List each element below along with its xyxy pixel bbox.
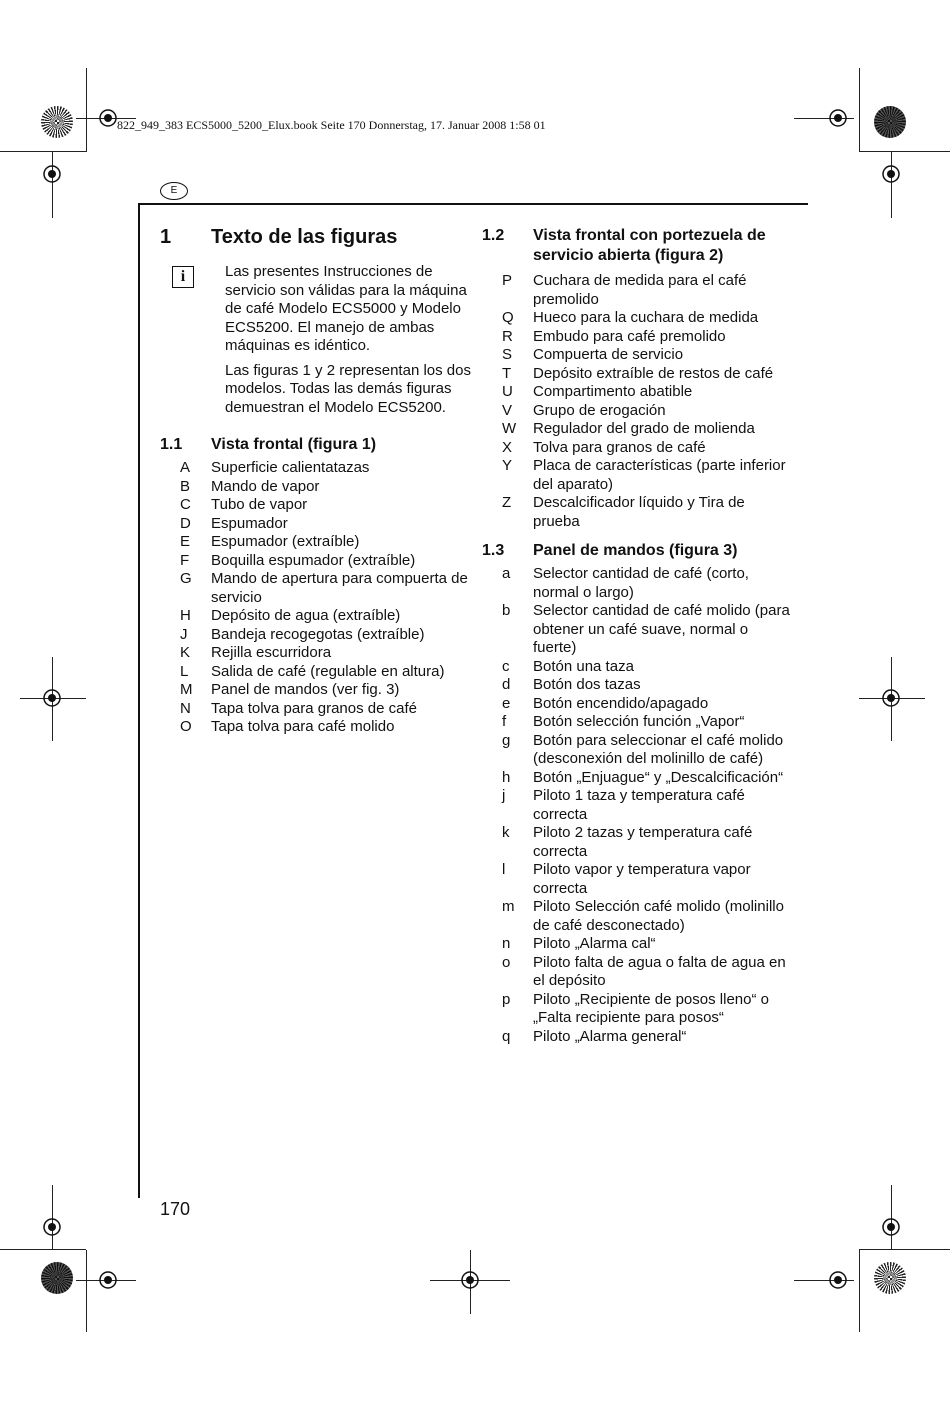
list-item: [482, 732, 792, 769]
item-text: Selector cantidad de café (corto, normal o largo): [533, 565, 749, 601]
list-item: [482, 346, 792, 365]
item-text: Piloto „Alarma cal“: [533, 935, 656, 952]
item-key: W: [502, 420, 517, 437]
item-text: Selector cantidad de café molido (para obtener un café suave, normal o fuerte): [533, 602, 790, 656]
item-key: D: [180, 514, 191, 532]
item-key: A: [180, 459, 191, 476]
item-key: b: [502, 602, 511, 619]
section-title: Vista frontal (figura 1): [211, 436, 377, 453]
section-title: Panel de mandos (figura 3): [533, 542, 738, 559]
registration-mark-icon: [41, 163, 63, 185]
item-key: L: [180, 662, 189, 680]
color-bar-burst-icon: [874, 106, 906, 138]
registration-mark-icon: [827, 1269, 849, 1291]
left-column: [160, 226, 472, 737]
list-item: [160, 552, 472, 571]
section-title: Texto de las figuras: [211, 226, 398, 248]
item-key: T: [502, 364, 512, 382]
item-key: h: [502, 768, 511, 786]
item-text: Regulador del grado de molienda: [533, 420, 755, 437]
section-1-2-heading: [482, 226, 792, 266]
item-text: Botón dos tazas: [533, 676, 641, 693]
intro-paragraph: Las presentes Instrucciones de servicio son válidas para la máquina de café Modelo ECS5000 y Modelo ECS5200. El manejo de ambas máquinas es idéntico.: [225, 263, 467, 354]
item-key: J: [180, 625, 188, 643]
list-item: [482, 494, 792, 531]
item-text: Piloto 2 tazas y temperatura café correcta: [533, 824, 753, 860]
item-key: X: [502, 438, 513, 456]
item-key: R: [502, 327, 513, 345]
registration-mark-icon: [97, 107, 119, 129]
item-key: M: [180, 681, 193, 698]
list-item: [482, 309, 792, 328]
item-text: Tubo de vapor: [211, 496, 308, 513]
list-item: [482, 954, 792, 991]
parts-list-figure-3: [482, 565, 792, 1046]
section-number: 1: [160, 226, 172, 248]
section-1-1-heading: [160, 435, 472, 455]
list-item: [482, 1028, 792, 1047]
list-item: [160, 626, 472, 645]
item-key: K: [180, 644, 191, 661]
color-bar-burst-icon: [41, 1262, 73, 1294]
item-key: V: [502, 401, 513, 419]
item-key: G: [180, 570, 192, 587]
item-key: e: [502, 694, 511, 712]
list-item: [482, 991, 792, 1028]
item-text: Grupo de erogación: [533, 401, 666, 419]
item-key: a: [502, 565, 511, 582]
list-item: [160, 644, 472, 663]
item-key: C: [180, 496, 191, 513]
item-key: S: [502, 346, 513, 363]
item-key: P: [502, 272, 513, 289]
list-item: [160, 478, 472, 497]
list-item: [160, 718, 472, 737]
section-number: 1.3: [482, 542, 505, 559]
registration-mark-icon: [97, 1269, 119, 1291]
item-text: Salida de café (regulable en altura): [211, 662, 445, 680]
item-text: Embudo para café premolido: [533, 327, 726, 345]
item-key: k: [502, 824, 510, 841]
list-item: [160, 663, 472, 682]
list-item: [160, 700, 472, 719]
item-text: Mando de vapor: [211, 477, 320, 495]
item-text: Depósito de agua (extraíble): [211, 607, 401, 624]
item-text: Superficie calientatazas: [211, 459, 370, 476]
item-key: n: [502, 935, 511, 952]
list-item: [482, 328, 792, 347]
section-number: 1.1: [160, 436, 183, 453]
registration-mark-icon: [41, 1216, 63, 1238]
list-item: [482, 898, 792, 935]
item-key: F: [180, 551, 190, 569]
list-item: [482, 769, 792, 788]
parts-list-figure-2: [482, 272, 792, 531]
item-text: Espumador (extraíble): [211, 533, 360, 550]
item-key: O: [180, 718, 192, 735]
item-text: Cuchara de medida para el café premolido: [533, 272, 747, 308]
item-text: Tapa tolva para granos de café: [211, 699, 417, 717]
header-rule: [138, 203, 808, 205]
item-text: Mando de apertura para compuerta de servicio: [211, 570, 468, 606]
item-key: o: [502, 953, 511, 971]
list-item: [482, 383, 792, 402]
item-text: Panel de mandos (ver fig. 3): [211, 681, 400, 698]
list-item: [482, 420, 792, 439]
section-title: Vista frontal con portezuela de servicio abierta (figura 2): [533, 227, 766, 264]
item-key: l: [502, 861, 506, 878]
item-text: Piloto falta de agua o falta de agua en el depósito: [533, 953, 786, 989]
item-text: Espumador: [211, 514, 288, 532]
item-text: Piloto „Recipiente de posos lleno“ o „Falta recipiente para posos“: [533, 990, 769, 1026]
color-bar-burst-icon: [874, 1262, 906, 1294]
list-item: [482, 457, 792, 494]
item-text: Compartimento abatible: [533, 383, 693, 400]
item-key: g: [502, 731, 511, 749]
registration-mark-icon: [459, 1269, 481, 1291]
item-text: Rejilla escurridora: [211, 644, 332, 661]
item-key: j: [502, 787, 506, 804]
list-item: [482, 695, 792, 714]
registration-mark-icon: [880, 163, 902, 185]
item-text: Hueco para la cuchara de medida: [533, 309, 759, 326]
margin-rule: [138, 203, 140, 1198]
list-item: [482, 565, 792, 602]
section-1-3-heading: [482, 541, 792, 561]
item-text: Bandeja recogegotas (extraíble): [211, 625, 425, 643]
item-text: Botón una taza: [533, 657, 634, 675]
page-number: 170: [160, 1199, 191, 1219]
item-key: p: [502, 990, 511, 1008]
list-item: [482, 824, 792, 861]
list-item: [482, 713, 792, 732]
registration-mark-icon: [880, 1216, 902, 1238]
list-item: [482, 365, 792, 384]
item-key: m: [502, 898, 515, 915]
item-key: Z: [502, 494, 512, 511]
item-text: Botón encendido/apagado: [533, 694, 709, 712]
item-text: Botón selección función „Vapor“: [533, 713, 745, 730]
item-text: Descalcificador líquido y Tira de prueba: [533, 494, 745, 530]
intro-paragraph: Las figuras 1 y 2 representan los dos modelos. Todas las demás figuras demuestran el Modelo ECS5200.: [225, 361, 471, 416]
list-item: [160, 607, 472, 626]
list-item: [482, 676, 792, 695]
language-badge: E: [160, 182, 188, 200]
item-key: U: [502, 383, 513, 400]
item-text: Botón para seleccionar el café molido (desconexión del molinillo de café): [533, 731, 784, 767]
list-item: [482, 272, 792, 309]
section-number: 1.2: [482, 227, 505, 244]
item-text: Piloto 1 taza y temperatura café correcta: [533, 787, 745, 823]
section-1-heading: [160, 226, 472, 249]
item-key: H: [180, 607, 191, 624]
item-key: q: [502, 1027, 511, 1045]
item-text: Tolva para granos de café: [533, 438, 706, 456]
list-item: [482, 439, 792, 458]
item-key: c: [502, 657, 510, 675]
registration-mark-icon: [827, 107, 849, 129]
item-text: Tapa tolva para café molido: [211, 718, 395, 735]
item-text: Placa de características (parte inferior del aparato): [533, 457, 786, 493]
item-text: Piloto „Alarma general“: [533, 1027, 687, 1045]
item-text: Boquilla espumador (extraíble): [211, 551, 416, 569]
list-item: [160, 533, 472, 552]
item-key: N: [180, 699, 191, 717]
list-item: [160, 681, 472, 700]
registration-mark-icon: [41, 687, 63, 709]
registration-mark-icon: [880, 687, 902, 709]
list-item: [482, 935, 792, 954]
item-text: Botón „Enjuague“ y „Descalcificación“: [533, 768, 784, 786]
item-text: Piloto vapor y temperatura vapor correcta: [533, 861, 751, 897]
list-item: [160, 570, 472, 607]
item-key: E: [180, 533, 191, 550]
info-icon: i: [172, 266, 194, 288]
list-item: [482, 787, 792, 824]
intro-block: [160, 263, 472, 423]
list-item: [482, 602, 792, 658]
list-item: [160, 515, 472, 534]
color-bar-burst-icon: [41, 106, 73, 138]
parts-list-figure-1: [160, 459, 472, 737]
item-key: Q: [502, 309, 514, 326]
print-slug: 822_949_383 ECS5000_5200_Elux.book Seite 170 Donnerstag, 17. Januar 2008 1:58 01: [117, 118, 546, 132]
item-text: Piloto Selección café molido (molinillo de café desconectado): [533, 898, 784, 934]
item-key: f: [502, 713, 507, 730]
list-item: [160, 459, 472, 478]
list-item: [482, 658, 792, 677]
item-key: d: [502, 676, 511, 693]
item-text: Depósito extraíble de restos de café: [533, 364, 774, 382]
item-key: B: [180, 477, 191, 495]
item-key: Y: [502, 457, 513, 474]
list-item: [160, 496, 472, 515]
list-item: [482, 861, 792, 898]
item-text: Compuerta de servicio: [533, 346, 684, 363]
list-item: [482, 402, 792, 421]
right-column: [482, 226, 792, 1046]
